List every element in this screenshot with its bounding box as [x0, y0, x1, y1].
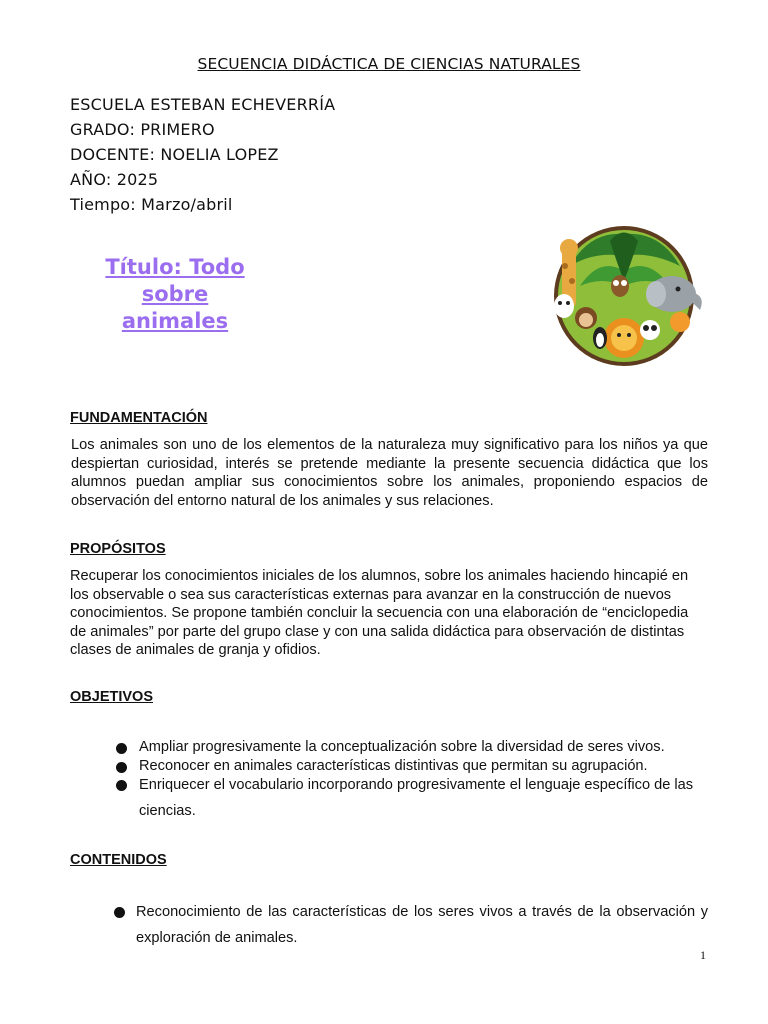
contenidos-heading: CONTENIDOS — [70, 852, 167, 868]
contenido-text: Reconocimiento de las características de los seres vivos a través de la observación y exploración de animales. — [136, 904, 708, 946]
bullet-icon — [116, 780, 127, 791]
list-item — [114, 738, 714, 757]
objetivo-text: Enriquecer el vocabulario incorporando progresivamente el lenguaje específico de las ciencias. — [139, 777, 694, 819]
teacher-line: DOCENTE: NOELIA LOPEZ — [70, 145, 279, 164]
propositos-text: Recuperar los conocimientos iniciales de los alumnos, sobre los animales haciendo hincapié en los observable o sea sus características externas para avanzar en la construcción de nuevos conocimientos. Se propone también concluir la secuencia con una elaboración de “enciclopedia de animales” por parte del grupo clase y con una salida didáctica para observación de distintas clases de animales de granja y ofidios. — [70, 568, 689, 658]
fundamentacion-text: Los animales son uno de los elementos de la naturaleza muy significativo para los niños ya que despiertan curiosidad, interés se pretende mediante la presente secuencia didáctica que los alumnos puedan ampliar sus conocimientos sobre los animales, proponiendo espacios de observación del entorno natural de los animales y sus relaciones. — [71, 437, 708, 509]
year-line: AÑO: 2025 — [70, 170, 159, 189]
objetivo-text: Reconocer en animales características distintivas que permitan su agrupación. — [139, 758, 648, 774]
fundamentacion-heading: FUNDAMENTACIÓN — [70, 410, 208, 426]
objetivos-list — [114, 738, 714, 824]
jungle-animals-circle-illustration — [550, 226, 708, 366]
school-line: ESCUELA ESTEBAN ECHEVERRÍA — [70, 95, 336, 114]
sequence-title-line: Título: Todo — [105, 255, 245, 279]
document-heading: SECUENCIA DIDÁCTICA DE CIENCIAS NATURALES — [197, 55, 581, 73]
page-number: 1 — [700, 948, 706, 962]
time-line: Tiempo: Marzo/abril — [70, 195, 233, 214]
sequence-title-line: sobre — [141, 282, 209, 306]
grade-line: GRADO: PRIMERO — [70, 120, 215, 139]
sequence-title — [86, 254, 264, 335]
list-item — [114, 772, 714, 824]
objetivos-heading: OBJETIVOS — [70, 689, 153, 705]
bullet-icon — [114, 907, 125, 918]
propositos-heading: PROPÓSITOS — [70, 541, 166, 557]
contenidos-list — [112, 899, 708, 951]
objetivo-text: Ampliar progresivamente la conceptualización sobre la diversidad de seres vivos. — [139, 739, 665, 755]
sequence-title-line: animales — [121, 309, 229, 333]
bullet-icon — [116, 743, 127, 754]
list-item — [112, 899, 708, 951]
